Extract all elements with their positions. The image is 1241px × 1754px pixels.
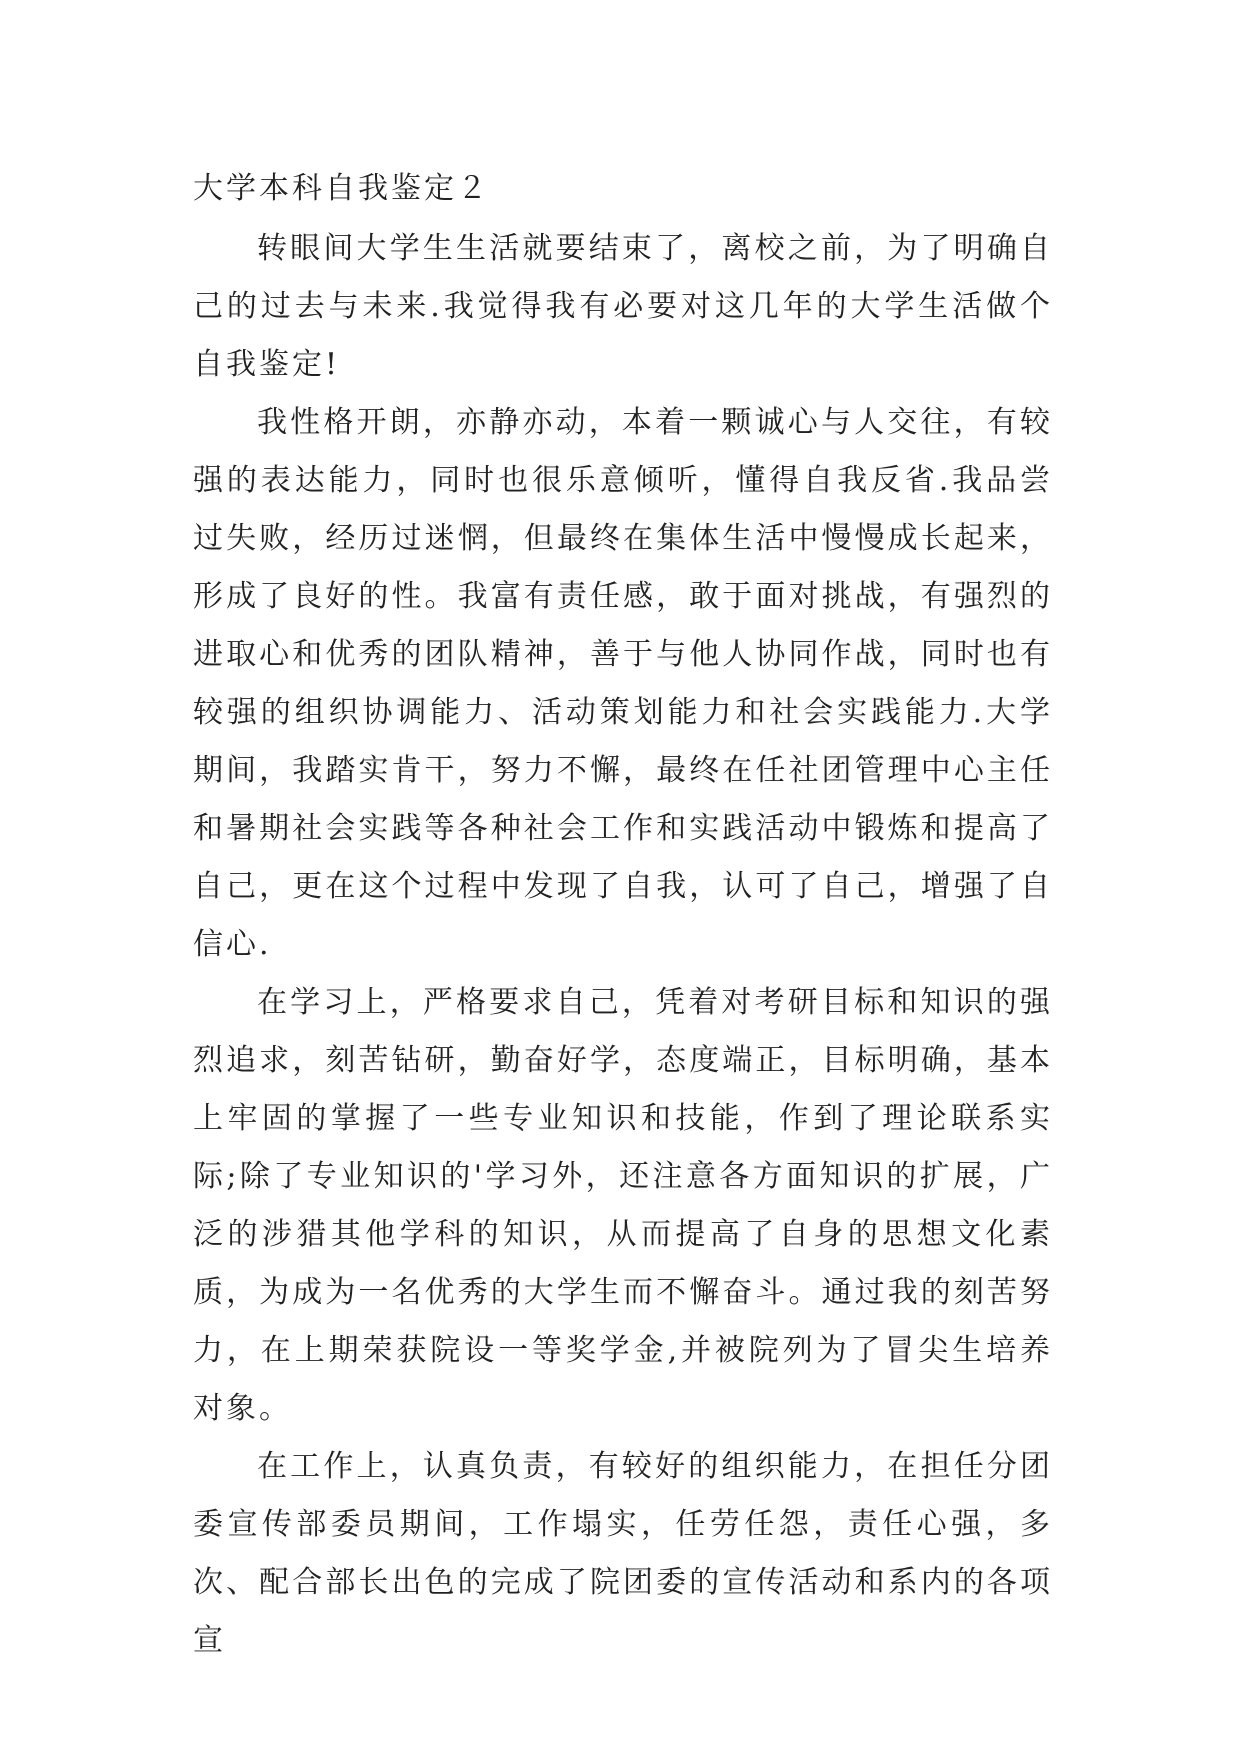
document-title: 大学本科自我鉴定２ [193, 171, 490, 206]
document-body [193, 160, 1053, 1670]
paragraph-intro: 转眼间大学生生活就要结束了，离校之前，为了明确自己的过去与未来.我觉得我有必要对这几年的大学生活做个自我鉴定! [193, 231, 1053, 382]
paragraph-work: 在工作上，认真负责，有较好的组织能力，在担任分团委宣传部委员期间，工作塌实，任劳任怨，责任心强，多次、配合部长出色的完成了院团委的宣传活动和系内的各项宣 [193, 1449, 1053, 1658]
paragraph-study: 在学习上，严格要求自己，凭着对考研目标和知识的强烈追求，刻苦钻研，勤奋好学，态度端正，目标明确，基本上牢固的掌握了一些专业知识和技能，作到了理论联系实际;除了专业知识的'学习外，还注意各方面知识的扩展，广泛的涉猎其他学科的知识，从而提高了自身的思想文化素质，为成为一名优秀的大学生而不懈奋斗。通过我的刻苦努力，在上期荣获院设一等奖学金,并被院列为了冒尖生培养对象。 [193, 985, 1053, 1426]
paragraph-personality: 我性格开朗，亦静亦动，本着一颗诚心与人交往，有较强的表达能力，同时也很乐意倾听，懂得自我反省.我品尝过失败，经历过迷惘，但最终在集体生活中慢慢成长起来，形成了良好的性。我富有责任感，敢于面对挑战，有强烈的进取心和优秀的团队精神，善于与他人协同作战，同时也有较强的组织协调能力、活动策划能力和社会实践能力.大学期间，我踏实肯干，努力不懈，最终在任社团管理中心主任和暑期社会实践等各种社会工作和实践活动中锻炼和提高了自己，更在这个过程中发现了自我，认可了自己，增强了自信心. [193, 405, 1053, 962]
